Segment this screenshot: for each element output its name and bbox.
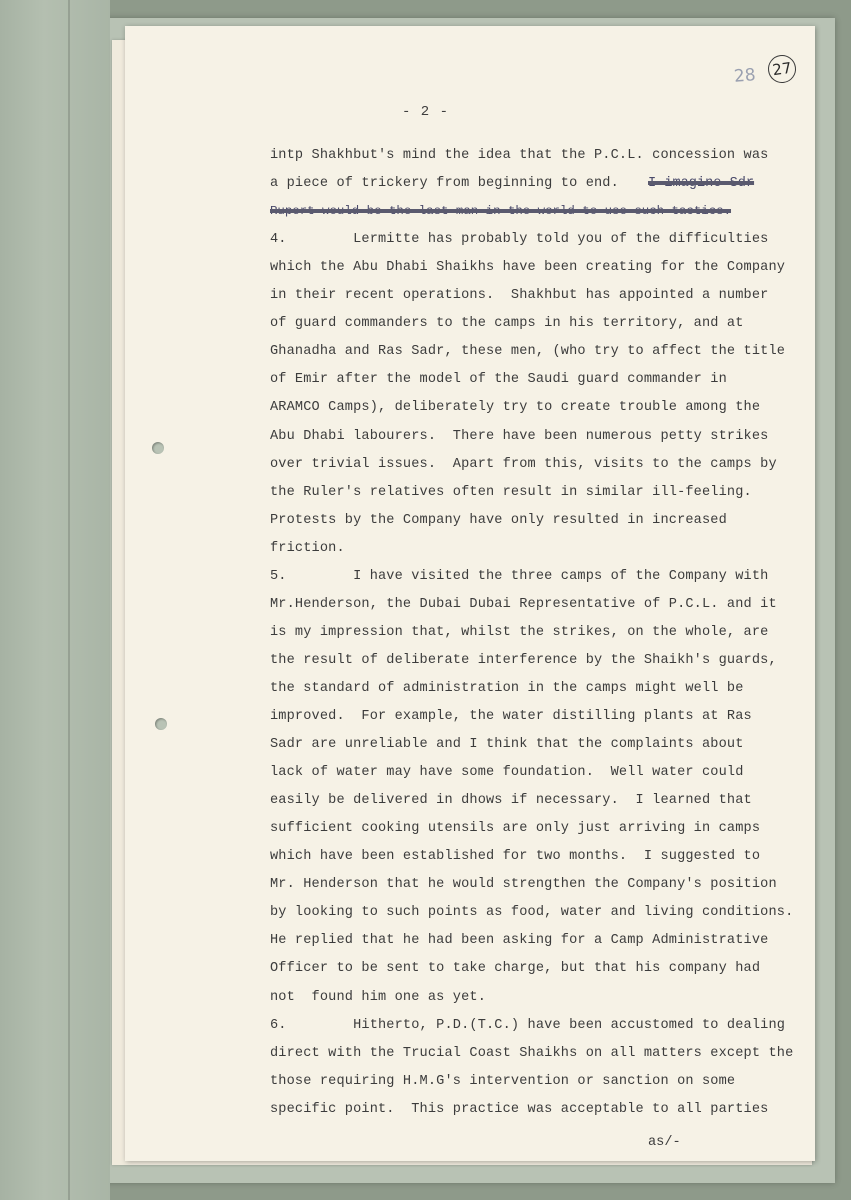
text-line: a piece of trickery from beginning to end. [270,176,619,192]
text-line: which have been established for two months. I suggested to [270,849,761,865]
folder-spine [0,0,110,1200]
text-line: of Emir after the model of the Saudi guard commander in [270,372,727,388]
struck-text-1: I imagine Sdr [648,176,755,191]
text-line: improved. For example, the water distilling plants at Ras [270,709,752,724]
text-line: the Ruler's relatives often result in similar ill-feeling. [270,484,752,500]
text-line: the result of deliberate interference by the Shaikh's guards, [270,652,777,668]
punch-hole-bottom [155,718,167,730]
text-line: ARAMCO Camps), deliberately try to create trouble among the [270,400,761,416]
catchword: as/- [648,1135,681,1150]
text-line: intp Shakhbut's mind the idea that the P.C.L. concession was [270,148,769,163]
text-line: Ghanadha and Ras Sadr, these men, (who try to affect the title [270,344,786,360]
text-line: over trivial issues. Apart from this, visits to the camps by [270,456,777,472]
text-line: He replied that he had been asking for a Camp Administrative [270,933,769,949]
text-line: Mr. Henderson that he would strengthen the Company's position [270,877,777,893]
text-line: by looking to such points as food, water and living conditions. [270,905,794,921]
text-line: is my impression that, whilst the strikes, on the whole, are [270,624,769,640]
page-number: - 2 - [401,104,449,120]
struck-text-2: Rupert would be the last man in the world to use such tactics. [270,204,732,218]
text-line: Sadr are unreliable and I think that the complaints about [270,737,744,753]
text-line: specific point. This practice was acceptable to all parties [270,1101,769,1117]
punch-hole-top [152,442,164,454]
folio-number: 27 [766,53,798,85]
folio-number-old: 28 [733,65,757,87]
text-line: Protests by the Company have only resulted in increased [270,512,727,528]
text-line: Mr.Henderson, the Dubai Dubai Representative of P.C.L. and it [270,596,777,612]
text-line: lack of water may have some foundation. Well water could [270,765,744,781]
text-line: sufficient cooking utensils are only just arriving in camps [270,821,761,837]
text-line: friction. [270,540,345,556]
text-line: 6. Hitherto, P.D.(T.C.) have been accustomed to dealing [270,1017,786,1033]
text-line: 4. Lermitte has probably told you of the difficulties [270,232,769,248]
text-line: those requiring H.M.G's intervention or sanction on some [270,1073,736,1089]
text-line: not found him one as yet. [270,989,486,1005]
text-line: easily be delivered in dhows if necessary. I learned that [270,793,752,809]
folder-crease [68,0,70,1200]
text-line: which the Abu Dhabi Shaikhs have been creating for the Company [270,260,786,276]
text-line: of guard commanders to the camps in his territory, and at [270,316,744,332]
text-line: in their recent operations. Shakhbut has appointed a number [270,288,769,304]
text-line: Abu Dhabi labourers. There have been numerous petty strikes [270,428,769,444]
text-line: direct with the Trucial Coast Shaikhs on all matters except the [270,1045,794,1061]
text-line: the standard of administration in the camps might well be [270,680,744,696]
text-line: 5. I have visited the three camps of the Company with [270,568,769,584]
text-line: Officer to be sent to take charge, but that his company had [270,961,761,977]
